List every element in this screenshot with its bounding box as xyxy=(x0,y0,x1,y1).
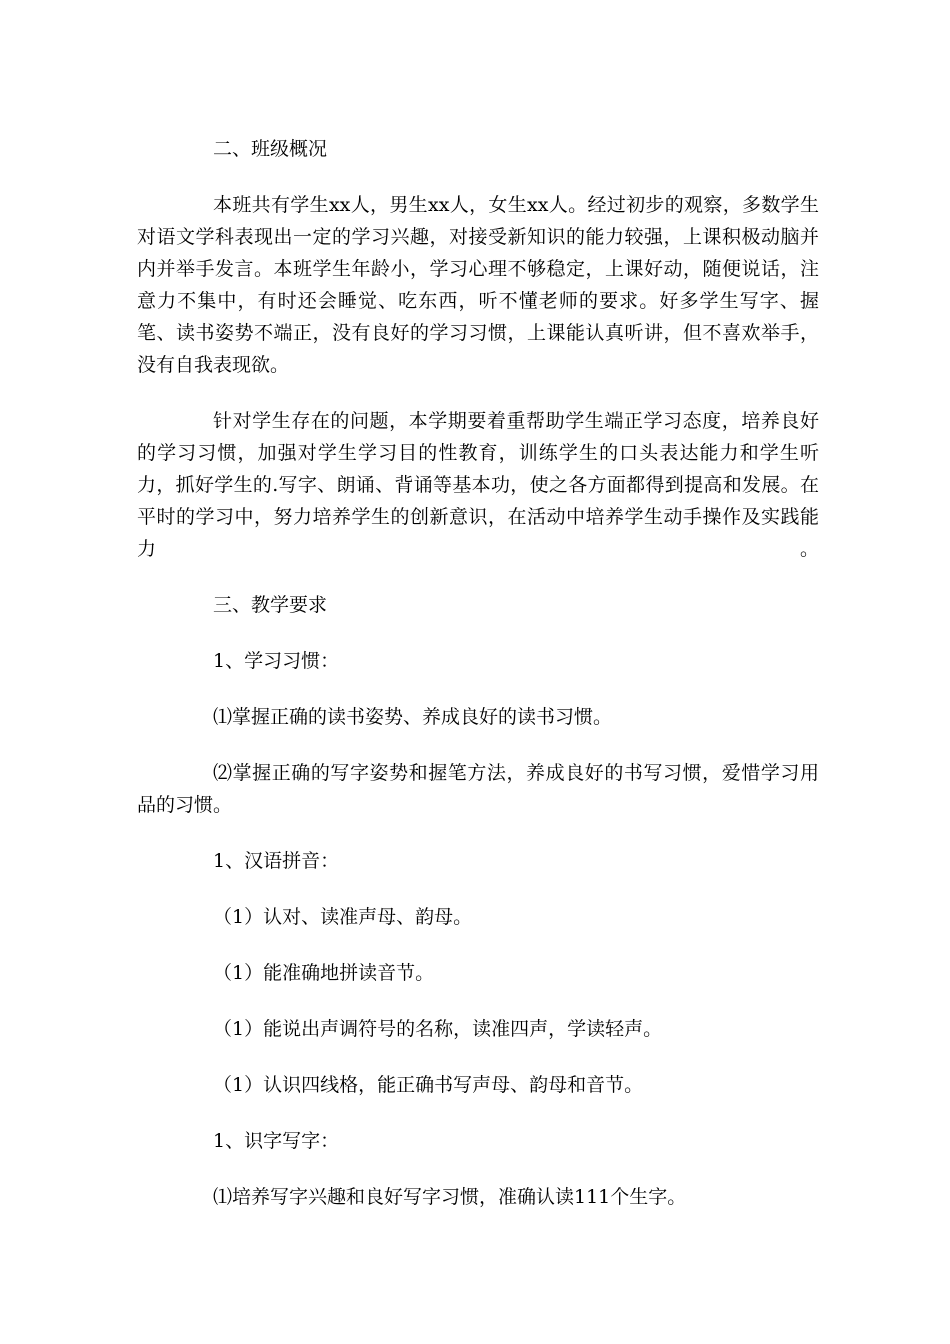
paragraph-class-description: 本班共有学生xx人，男生xx人，女生xx人。经过初步的观察，多数学生对语文学科表现出一定的学习兴趣，对接受新知识的能力较强，上课积极动脑并内并举手发言。本班学生年龄小，学习心理不够稳定，上课好动，随便说话，注意力不集中，有时还会睡觉、吃东西，听不懂老师的要求。好多学生写字、握笔、读书姿势不端正，没有良好的学习习惯，上课能认真听讲，但不喜欢举手，没有自我表现欲。 xyxy=(137,194,819,376)
document-body xyxy=(137,133,819,1237)
list-item-writing-posture: ⑵掌握正确的写字姿势和握笔方法，养成良好的书写习惯，爱惜学习用品的习惯。 xyxy=(137,762,819,816)
list-item-pinyin-3: （1）能说出声调符号的名称，读准四声，学读轻声。 xyxy=(213,1018,663,1040)
section-heading-teaching-requirements: 三、教学要求 xyxy=(213,594,328,616)
list-item-literacy-1: ⑴培养写字兴趣和良好写字习惯，准确认读111个生字。 xyxy=(213,1186,687,1208)
list-item-pinyin-4: （1）认识四线格，能正确书写声母、韵母和音节。 xyxy=(213,1074,644,1096)
list-item-pinyin-2: （1）能准确地拼读音节。 xyxy=(213,962,435,984)
list-item-reading-posture: ⑴掌握正确的读书姿势、养成良好的读书习惯。 xyxy=(213,706,613,728)
section-heading-class-overview: 二、班级概况 xyxy=(213,138,328,160)
list-item-pinyin-1: （1）认对、读准声母、韵母。 xyxy=(213,906,473,928)
subheading-study-habits: 1、学习习惯： xyxy=(213,650,340,672)
paragraph-teaching-focus: 针对学生存在的问题，本学期要着重帮助学生端正学习态度，培养良好的学习习惯，加强对学生学习目的性教育，训练学生的口头表达能力和学生听力，抓好学生的.写字、朗诵、背诵等基本功，使之各方面都得到提高和发展。在平时的学习中，努力培养学生的创新意识，在活动中培养学生动手操作及实践能力。 xyxy=(137,410,819,560)
subheading-literacy-writing: 1、识字写字： xyxy=(213,1130,340,1152)
subheading-pinyin: 1、汉语拼音： xyxy=(213,850,340,872)
